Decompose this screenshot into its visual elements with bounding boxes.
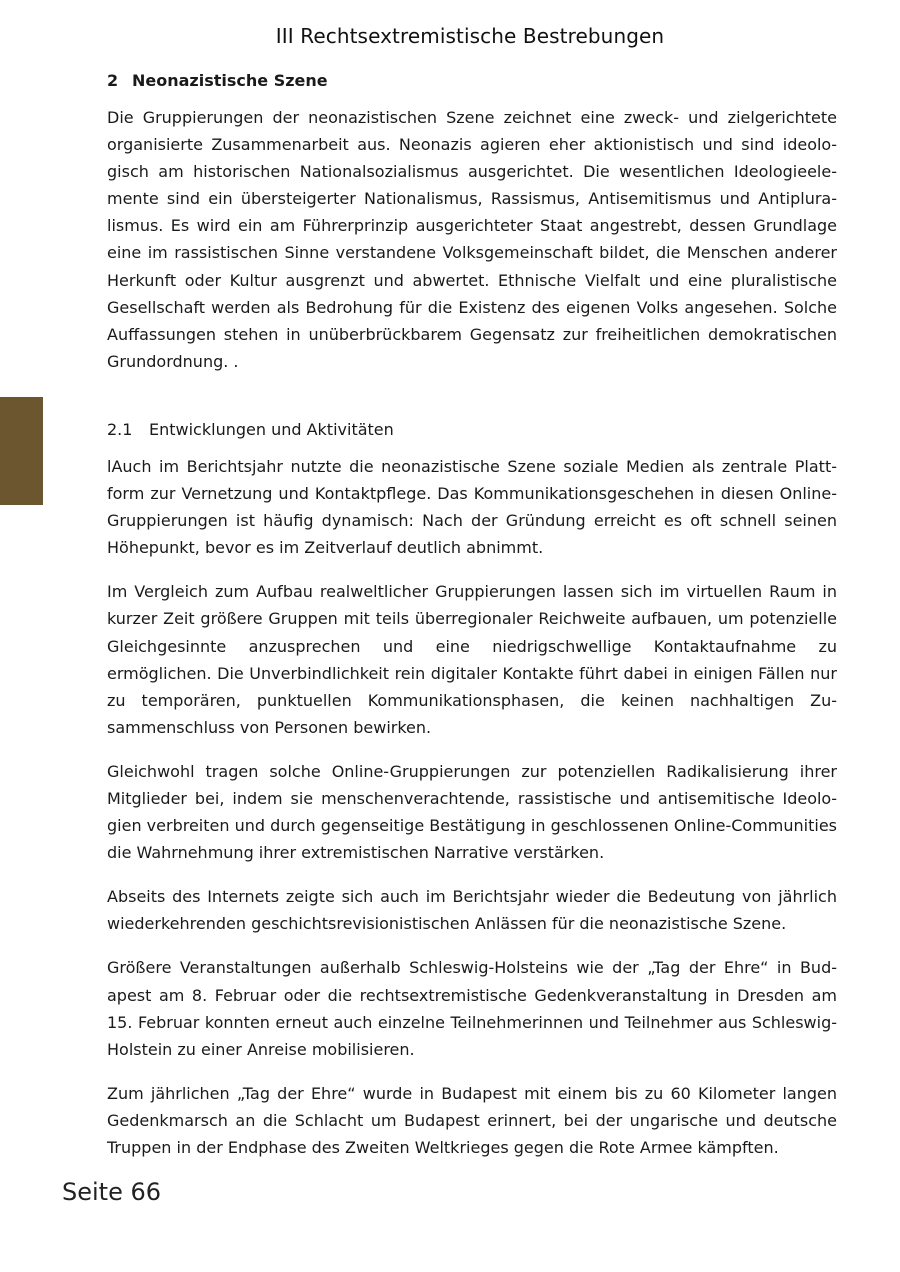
body-paragraph: Im Vergleich zum Aufbau realweltlicher Gruppierungen lassen sich im virtuellen Raum in kurzer Zeit größere Gruppen mit teils überregionaler Reichweite aufbauen, um potenzielle Gleichgesinnte anzusprechen und eine niedrigschwellige Kontaktaufnahme zu ermöglichen. Die Unverbindlichkeit rein digitaler Kontakte führt dabei in einigen Fällen nur zu temporären, punktuellen Kommunikationsphasen, die keinen nachhaltigen Zusammenschluss von Personen bewirken. [107, 582, 837, 737]
section-paragraph: Die Gruppierungen der neonazistischen Szene zeichnet eine zweck- und zielgerichtete organisierte Zusammenarbeit aus. Neonazis agieren eher aktionistisch und sind ideologisch am historischen Nationalsozialismus ausgerichtet. Die wesentlichen Ideologieelemente sind ein übersteigerter Nationalismus, Rassismus, Antisemitismus und Antipluralismus. Es wird ein am Führerprinzip ausgerichteter Staat angestrebt, dessen Grundlage eine im rassistischen Sinne verstandene Volksgemeinschaft bildet, die Menschen anderer Herkunft oder Kultur ausgrenzt und abwertet. Ethnische Vielfalt und eine pluralistische Gesellschaft werden als Bedrohung für die Existenz des eigenen Volks angesehen. Solche Auffassungen stehen in unüberbrückbarem Gegensatz zur freiheitlichen demokratischen Grundordnung. . [107, 108, 837, 371]
body-paragraph: Zum jährlichen „Tag der Ehre“ wurde in Budapest mit einem bis zu 60 Kilometer langen Gedenkmarsch an die Schlacht um Budapest erinnert, bei der ungarische und deutsche Truppen in der Endphase des Zweiten Weltkrieges gegen die Rote Armee kämpften. [107, 1083, 837, 1157]
body-paragraph: Gleichwohl tragen solche Online-Gruppierungen zur potenziellen Radikalisierung ihrer Mitglieder bei, indem sie menschenverachtende, rassistische und antisemitische Ideologien verbreiten und durch gegenseitige Bestätigung in geschlossenen Online-Communities die Wahrnehmung ihrer extremistischen Narrative verstärken. [107, 761, 837, 863]
body-paragraph: Abseits des Internets zeigte sich auch im Berichtsjahr wieder die Bedeutung von jährlich wiederkehrenden geschichtsrevisionistischen Anlässen für die neonazistische Szene. [107, 887, 837, 934]
section-title: Neonazistische Szene [132, 71, 328, 90]
section-heading [107, 68, 837, 94]
body-paragraph: Größere Veranstaltungen außerhalb Schleswig-Holsteins wie der „Tag der Ehre“ in Budapest am 8. Februar oder die rechtsextremistische Gedenkveranstaltung in Dresden am 15. Februar konnten erneut auch einzelne Teilnehmerinnen und Teilnehmer aus Schleswig-Holstein zu einer Anreise mobilisieren. [107, 958, 837, 1059]
body-paragraph: lAuch im Berichtsjahr nutzte die neonazistische Szene soziale Medien als zentrale Plattform zur Vernetzung und Kontaktpflege. Das Kommunikationsgeschehen in diesen Online-Gruppierungen ist häufig dynamisch: Nach der Gründung erreicht es oft schnell seinen Höhepunkt, bevor es im Zeitverlauf deutlich abnimmt. [107, 456, 837, 558]
page-number: Seite 66 [62, 1178, 162, 1206]
subsection-heading [107, 417, 837, 443]
subsection-title: Entwicklungen und Aktivitäten [149, 419, 394, 439]
section-number: 2 [107, 71, 119, 90]
subsection-number: 2.1 [107, 419, 133, 439]
chapter-side-tab [0, 397, 43, 505]
chapter-header: III Rechtsextremistische Bestrebungen [275, 24, 665, 48]
page-content [107, 68, 837, 1178]
